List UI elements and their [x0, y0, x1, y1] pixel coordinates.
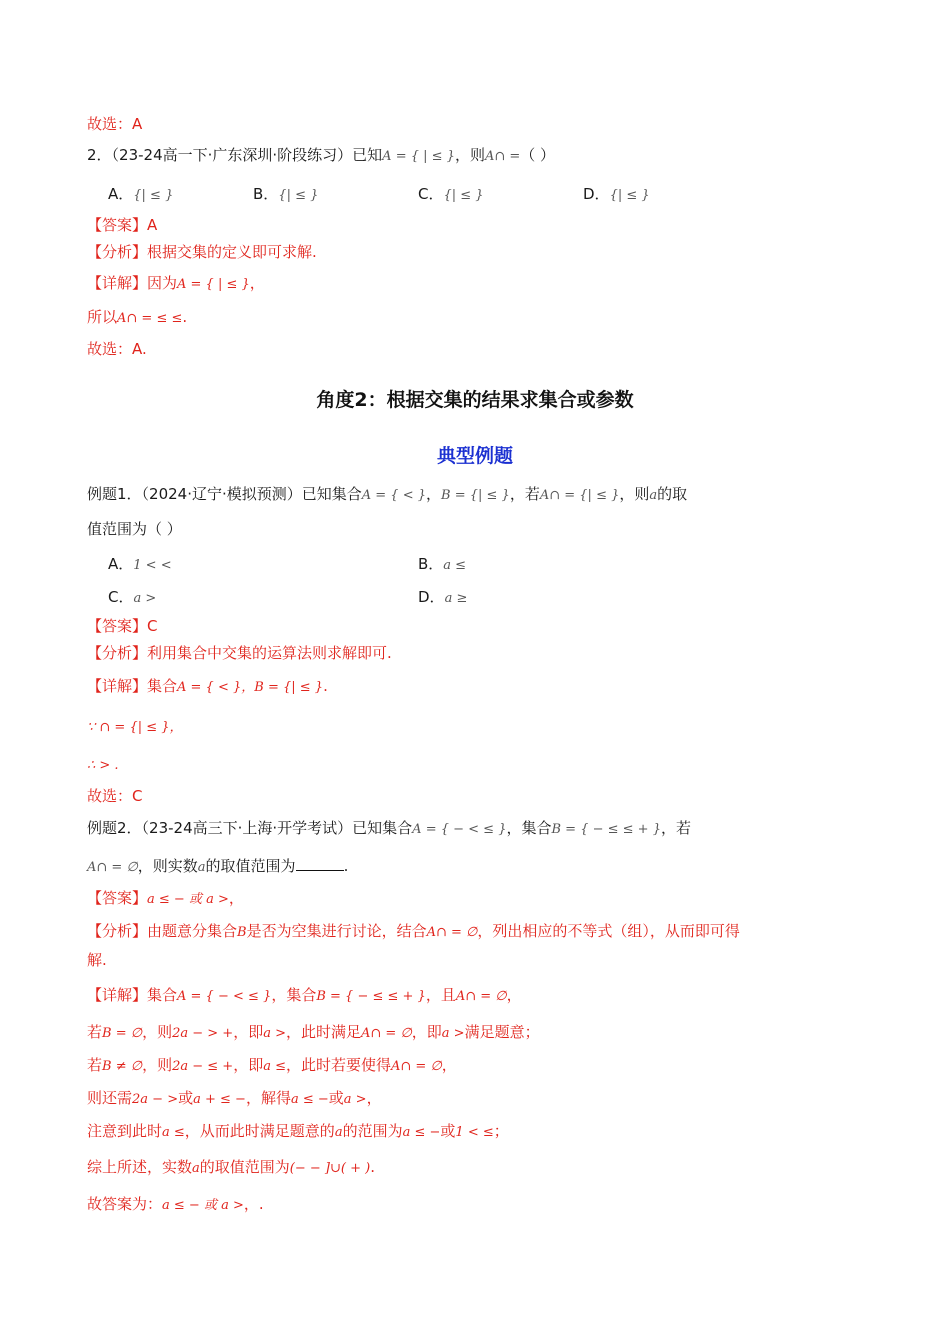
- detail-line: 【详解】集合A = { − < ≤ }，集合B = { − ≤ ≤ + }，且A∩ = ∅，: [87, 986, 522, 1004]
- analysis-line: 【分析】利用集合中交集的运算法则求解即可.: [87, 644, 392, 662]
- option-c: C．a >: [108, 588, 157, 606]
- example-1-cont: 值范围为（ ）: [87, 520, 182, 538]
- detail-line: 【详解】集合A = { < }，B = {| ≤ }.: [87, 677, 328, 695]
- example-2: 例题2．（23-24高三下·上海·开学考试）已知集合A = { − < ≤ }，集合B = { − ≤ ≤ + }，若: [87, 819, 691, 837]
- detail-line: 若B = ∅，则2a − > +，即a >，此时满足A∩ = ∅，即a >满足题意；: [87, 1023, 540, 1041]
- final-answer-line: 故答案为：a ≤ − 或 a >，.: [87, 1195, 264, 1213]
- option-d: D．a ≥: [418, 588, 468, 606]
- option-d: D．{| ≤ }: [583, 185, 650, 203]
- detail-line: 所以A∩ = ≤ ≤.: [87, 308, 188, 326]
- answer-blank[interactable]: [296, 856, 344, 871]
- option-a: A．{| ≤ }: [108, 185, 174, 203]
- analysis-line: 【分析】由题意分集合B是否为空集进行讨论，结合A∩ = ∅，列出相应的不等式（组），从而即可得: [87, 922, 740, 940]
- question-2: 2．（23-24高一下·广东深圳·阶段练习）已知A = { | ≤ }，则A∩ =（ ）: [87, 146, 556, 164]
- example-2-cont: A∩ = ∅，则实数a的取值范围为 .: [87, 857, 349, 875]
- detail-line: 【详解】因为A = { | ≤ }，: [87, 274, 265, 292]
- option-c: C．{| ≤ }: [418, 185, 484, 203]
- detail-line: ∴ > .: [87, 758, 119, 773]
- answer-line: 【答案】A: [87, 216, 158, 234]
- option-b: B．{| ≤ }: [253, 185, 319, 203]
- answer-line: 【答案】a ≤ − 或 a >，: [87, 889, 244, 907]
- detail-line: 若B ≠ ∅，则2a − ≤ +，即a ≤，此时若要使得A∩ = ∅，: [87, 1056, 457, 1074]
- conclusion-line: 故选：C: [87, 787, 143, 805]
- math-formula: A = { | ≤ }: [382, 149, 455, 164]
- section-title: 角度2：根据交集的结果求集合或参数: [316, 389, 634, 411]
- option-a: A．1 < <: [108, 555, 172, 573]
- example-1: 例题1．（2024·辽宁·模拟预测）已知集合A = { < }，B = {| ≤ }，若A∩ = {| ≤ }，则a的取: [87, 485, 688, 503]
- detail-line: ∵ ∩ = {| ≤ }，: [87, 720, 183, 735]
- conclusion-line: 故选：A.: [87, 340, 147, 358]
- option-b: B．a ≤: [418, 555, 467, 573]
- detail-line: 注意到此时a ≤，从而此时满足题意的a的范围为a ≤ −或1 < ≤；: [87, 1122, 509, 1140]
- analysis-line-cont: 解.: [87, 951, 107, 969]
- conclusion-line: 故选：A: [87, 115, 143, 133]
- detail-line: 综上所述，实数a的取值范围为(− − ]∪( + ).: [87, 1158, 375, 1176]
- answer-line: 【答案】C: [87, 617, 158, 635]
- subsection-title: 典型例题: [436, 445, 513, 467]
- analysis-line: 【分析】根据交集的定义即可求解.: [87, 243, 317, 261]
- math-formula: A∩ =: [484, 149, 521, 164]
- detail-line: 则还需2a − >或a + ≤ −，解得a ≤ −或a >，: [87, 1089, 382, 1107]
